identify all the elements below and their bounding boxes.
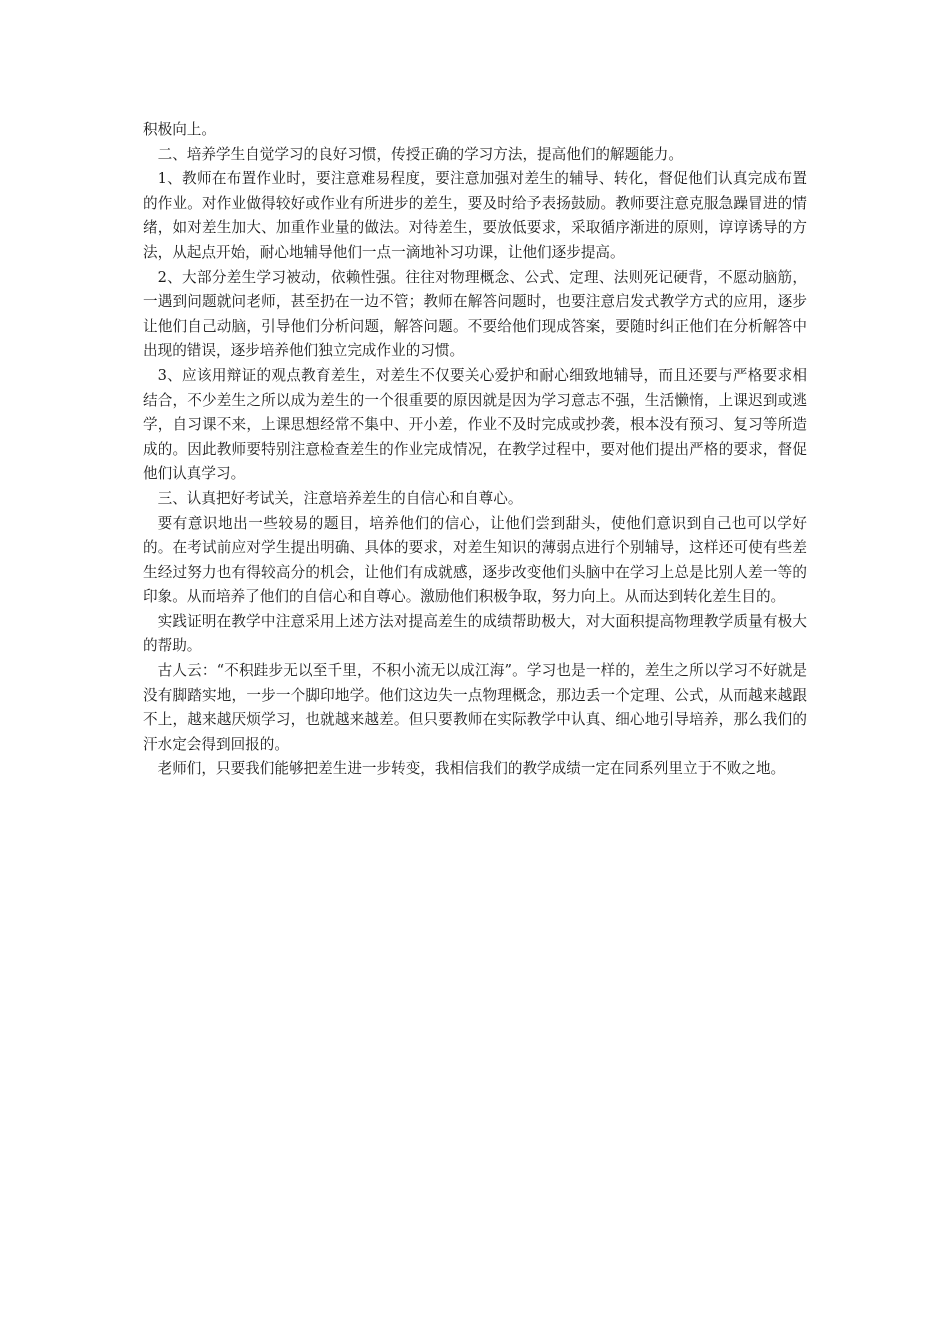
paragraph-point-two: 2、大部分差生学习被动，依赖性强。往往对物理概念、公式、定理、法则死记硬背，不愿动脑筋，一遇到问题就问老师，甚至扔在一边不管；教师在解答问题时，也要注意启发式教学方式的应用，逐步让他们自己动脑，引导他们分析问题，解答问题。不要给他们现成答案，要随时纠正他们在分析解答中出现的错误，逐步培养他们独立完成作业的习惯。 <box>143 268 807 360</box>
document-body <box>143 118 807 782</box>
paragraph-exam-confidence: 要有意识地出一些较易的题目，培养他们的信心，让他们尝到甜头，使他们意识到自己也可以学好的。在考试前应对学生提出明确、具体的要求，对差生知识的薄弱点进行个别辅导，这样还可使有些差生经过努力也有得较高分的机会，让他们有成就感，逐步改变他们头脑中在学习上总是比别人差一等的印象。从而培养了他们的自信心和自尊心。激励他们积极争取，努力向上。从而达到转化差生目的。 <box>143 514 807 606</box>
paragraph-continuation: 积极向上。 <box>143 121 216 138</box>
heading-section-three: 三、认真把好考试关，注意培养差生的自信心和自尊心。 <box>157 489 523 507</box>
paragraph-conclusion: 老师们，只要我们能够把差生进一步转变，我相信我们的教学成绩一定在同系列里立于不败之地。 <box>157 760 786 778</box>
paragraph-practice-proof: 实践证明在教学中注意采用上述方法对提高差生的成绩帮助极大，对大面积提高物理教学质量有极大的帮助。 <box>143 612 807 655</box>
paragraph-ancient-saying: 古人云：“不积跬步无以至千里，不积小流无以成江海”。学习也是一样的，差生之所以学习不好就是没有脚踏实地，一步一个脚印地学。他们这边失一点物理概念，那边丢一个定理、公式，从而越来越跟不上，越来越厌烦学习，也就越来越差。但只要教师在实际教学中认真、细心地引导培养，那么我们的汗水定会得到回报的。 <box>143 662 807 753</box>
paragraph-point-three: 3、应该用辩证的观点教育差生，对差生不仅要关心爱护和耐心细致地辅导，而且还要与严格要求相结合，不少差生之所以成为差生的一个很重要的原因就是因为学习意志不强，生活懒惰，上课迟到或逃学，自习课不来，上课思想经常不集中、开小差，作业不及时完成或抄袭，根本没有预习、复习等所造成的。因此教师要特别注意检查差生的作业完成情况，在教学过程中，要对他们提出严格的要求，督促他们认真学习。 <box>143 366 807 483</box>
paragraph-point-one: 1、教师在布置作业时，要注意难易程度，要注意加强对差生的辅导、转化，督促他们认真完成布置的作业。对作业做得较好或作业有所进步的差生，要及时给予表扬鼓励。教师要注意克服急躁冒进的情绪，如对差生加大、加重作业量的做法。对待差生，要放低要求，采取循序渐进的原则，谆谆诱导的方法，从起点开始，耐心地辅导他们一点一滴地补习功课，让他们逐步提高。 <box>143 170 807 261</box>
heading-section-two: 二、培养学生自觉学习的良好习惯，传授正确的学习方法，提高他们的解题能力。 <box>157 145 683 163</box>
